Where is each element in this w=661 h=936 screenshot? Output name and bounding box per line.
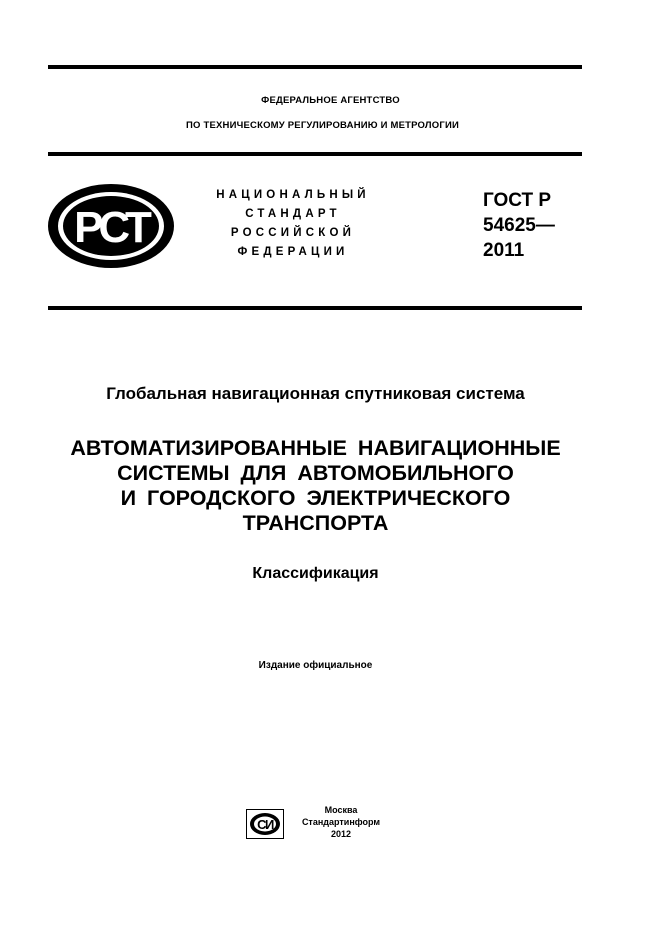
- publisher-name: Стандартинформ: [301, 817, 381, 827]
- title-line: СИСТЕМЫ ДЛЯ АВТОМОБИЛЬНОГО: [117, 461, 514, 485]
- edition-note: Издание официальное: [258, 660, 373, 671]
- agency-name-line1: ФЕДЕРАЛЬНОЕ АГЕНТСТВО: [261, 95, 400, 106]
- national-standard-block: [188, 186, 398, 262]
- top-rule: [48, 65, 582, 69]
- publisher-logo: [246, 809, 284, 839]
- national-standard-line: РОССИЙСКОЙ: [230, 227, 356, 239]
- header-rule: [48, 152, 582, 156]
- title-line: И ГОРОДСКОГО ЭЛЕКТРИЧЕСКОГО: [120, 486, 511, 510]
- designation-line2: 54625—: [483, 215, 555, 236]
- rst-logo: [46, 182, 176, 270]
- publisher-info: [296, 804, 386, 840]
- agency-name-line2: ПО ТЕХНИЧЕСКОМУ РЕГУЛИРОВАНИЮ И МЕТРОЛОГИИ: [186, 120, 459, 131]
- national-standard-line: НАЦИОНАЛЬНЫЙ: [216, 189, 370, 201]
- classification-heading: Классификация: [252, 565, 379, 582]
- bottom-header-rule: [48, 306, 582, 310]
- publication-year: 2012: [330, 829, 352, 839]
- rst-logo-text: РСТ: [74, 203, 148, 252]
- title-line: АВТОМАТИЗИРОВАННЫЕ НАВИГАЦИОННЫЕ: [70, 436, 561, 460]
- title-line: ТРАНСПОРТА: [242, 511, 389, 535]
- publisher-logo-text: СИ: [257, 817, 273, 832]
- publisher-city: Москва: [324, 805, 358, 815]
- document-title: [0, 436, 631, 536]
- national-standard-line: СТАНДАРТ: [245, 208, 341, 220]
- document-subtitle: Глобальная навигационная спутниковая система: [106, 384, 525, 403]
- standard-designation: [483, 188, 555, 263]
- designation-line3: 2011: [483, 240, 525, 261]
- national-standard-line: ФЕДЕРАЦИИ: [237, 246, 349, 258]
- designation-line1: ГОСТ Р: [483, 190, 552, 211]
